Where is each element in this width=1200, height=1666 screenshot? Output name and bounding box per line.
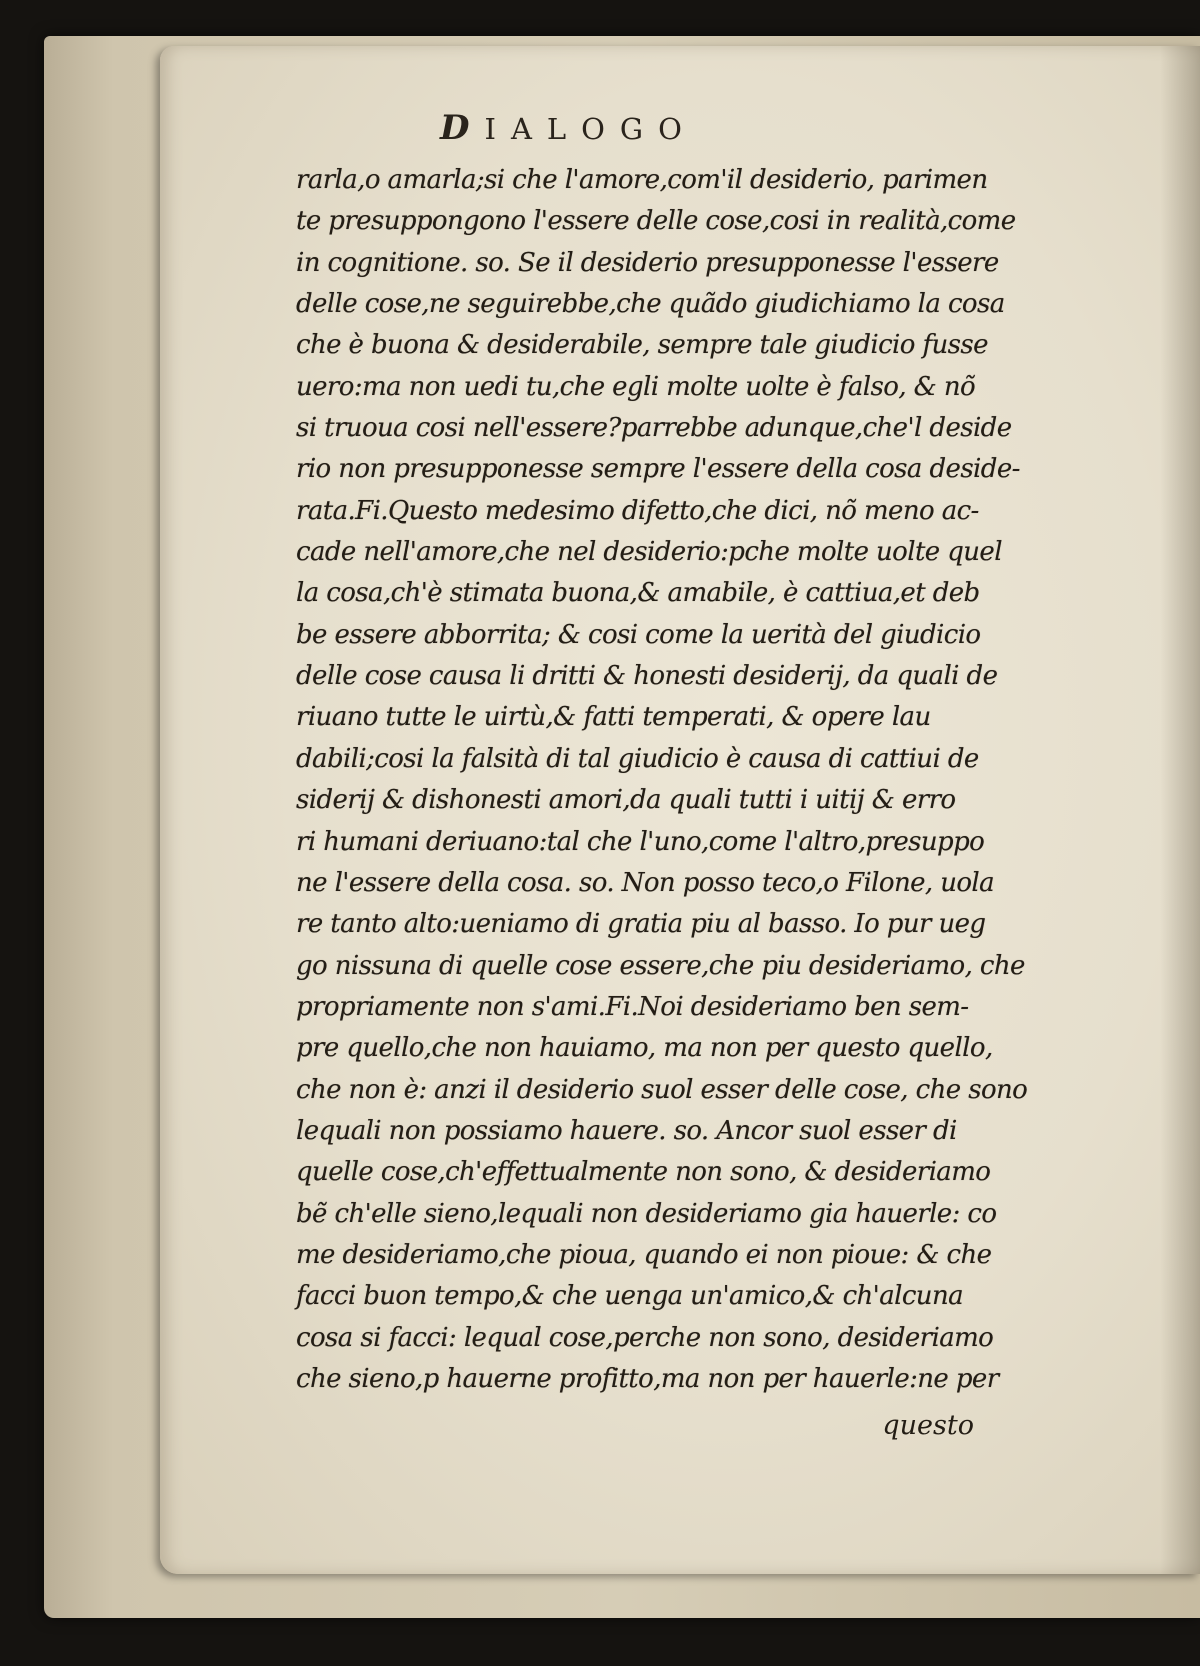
running-head [440,108,940,152]
text-line: in cognitione. so. Se il desiderio presupponesse l'essere [296,247,999,278]
page-edge-shadow [1160,46,1200,1574]
text-line: propriamente non s'ami.Fi.Noi desideriamo ben sem- [296,991,969,1022]
text-line: cade nell'amore,che nel desiderio:pche molte uolte quel [296,537,1002,568]
text-line: lequali non possiamo hauere. so. Ancor suol esser di [296,1115,957,1146]
text-line: quelle cose,ch'effettualmente non sono, & desideriamo [296,1157,991,1188]
text-line: go nissuna di quelle cose essere,che piu desideriamo, che [296,950,1025,981]
text-line: pre quello,che non hauiamo, ma non per questo quello, [296,1033,993,1064]
text-line: ne l'essere della cosa. so. Non posso teco,o Filone, uola [296,867,995,898]
catchword: questo [882,1410,974,1441]
text-line: cosa si facci: lequal cose,perche non sono, desideriamo [296,1322,994,1353]
running-head-initial: D [440,108,485,148]
text-line: re tanto alto:ueniamo di gratia piu al basso. Io pur ueg [296,909,986,940]
text-line: me desideriamo,che pioua, quando ei non pioue: & che [296,1239,992,1270]
text-line: delle cose,ne seguirebbe,che quãdo giudichiamo la cosa [296,289,1005,320]
text-line: facci buon tempo,& che uenga un'amico,& ch'alcuna [296,1281,964,1312]
text-line: rio non presupponesse sempre l'essere della cosa deside- [296,454,1020,485]
text-line: bẽ ch'elle sieno,lequali non desideriamo gia hauerle: co [296,1198,997,1229]
text-line: rata.Fi.Questo medesimo difetto,che dici, nõ meno ac- [296,495,979,526]
text-line: te presuppongono l'essere delle cose,cosi in realità,come [296,206,1016,237]
text-line: la cosa,ch'è stimata buona,& amabile, è cattiua,et deb [296,578,980,609]
text-line: che sieno,p hauerne profitto,ma non per hauerle:ne per [296,1363,999,1394]
text-line: uero:ma non uedi tu,che egli molte uolte è falso, & nõ [296,371,976,402]
text-line: che non è: anzi il desiderio suol esser delle cose, che sono [296,1074,1028,1105]
text-line: riuano tutte le uirtù,& fatti temperati, & opere lau [296,702,931,733]
text-line: ri humani deriuano:tal che l'uno,come l'altro,presuppo [296,826,985,857]
text-line: si truoua cosi nell'essere?parrebbe adunque,che'l deside [296,413,1012,444]
text-line: che è buona & desiderabile, sempre tale giudicio fusse [296,330,988,361]
text-line: be essere abborrita; & cosi come la uerità del giudicio [296,619,981,650]
text-line: dabili;cosi la falsità di tal giudicio è causa di cattiui de [296,743,979,774]
text-line: siderij & dishonesti amori,da quali tutti i uitij & erro [296,785,956,816]
text-line: rarla,o amarla;si che l'amore,com'il desiderio, parimen [296,165,988,195]
body-text [296,160,1076,1400]
text-line: delle cose causa li dritti & honesti desiderij, da quali de [296,661,998,692]
running-head-rest: IALOGO [484,112,697,146]
